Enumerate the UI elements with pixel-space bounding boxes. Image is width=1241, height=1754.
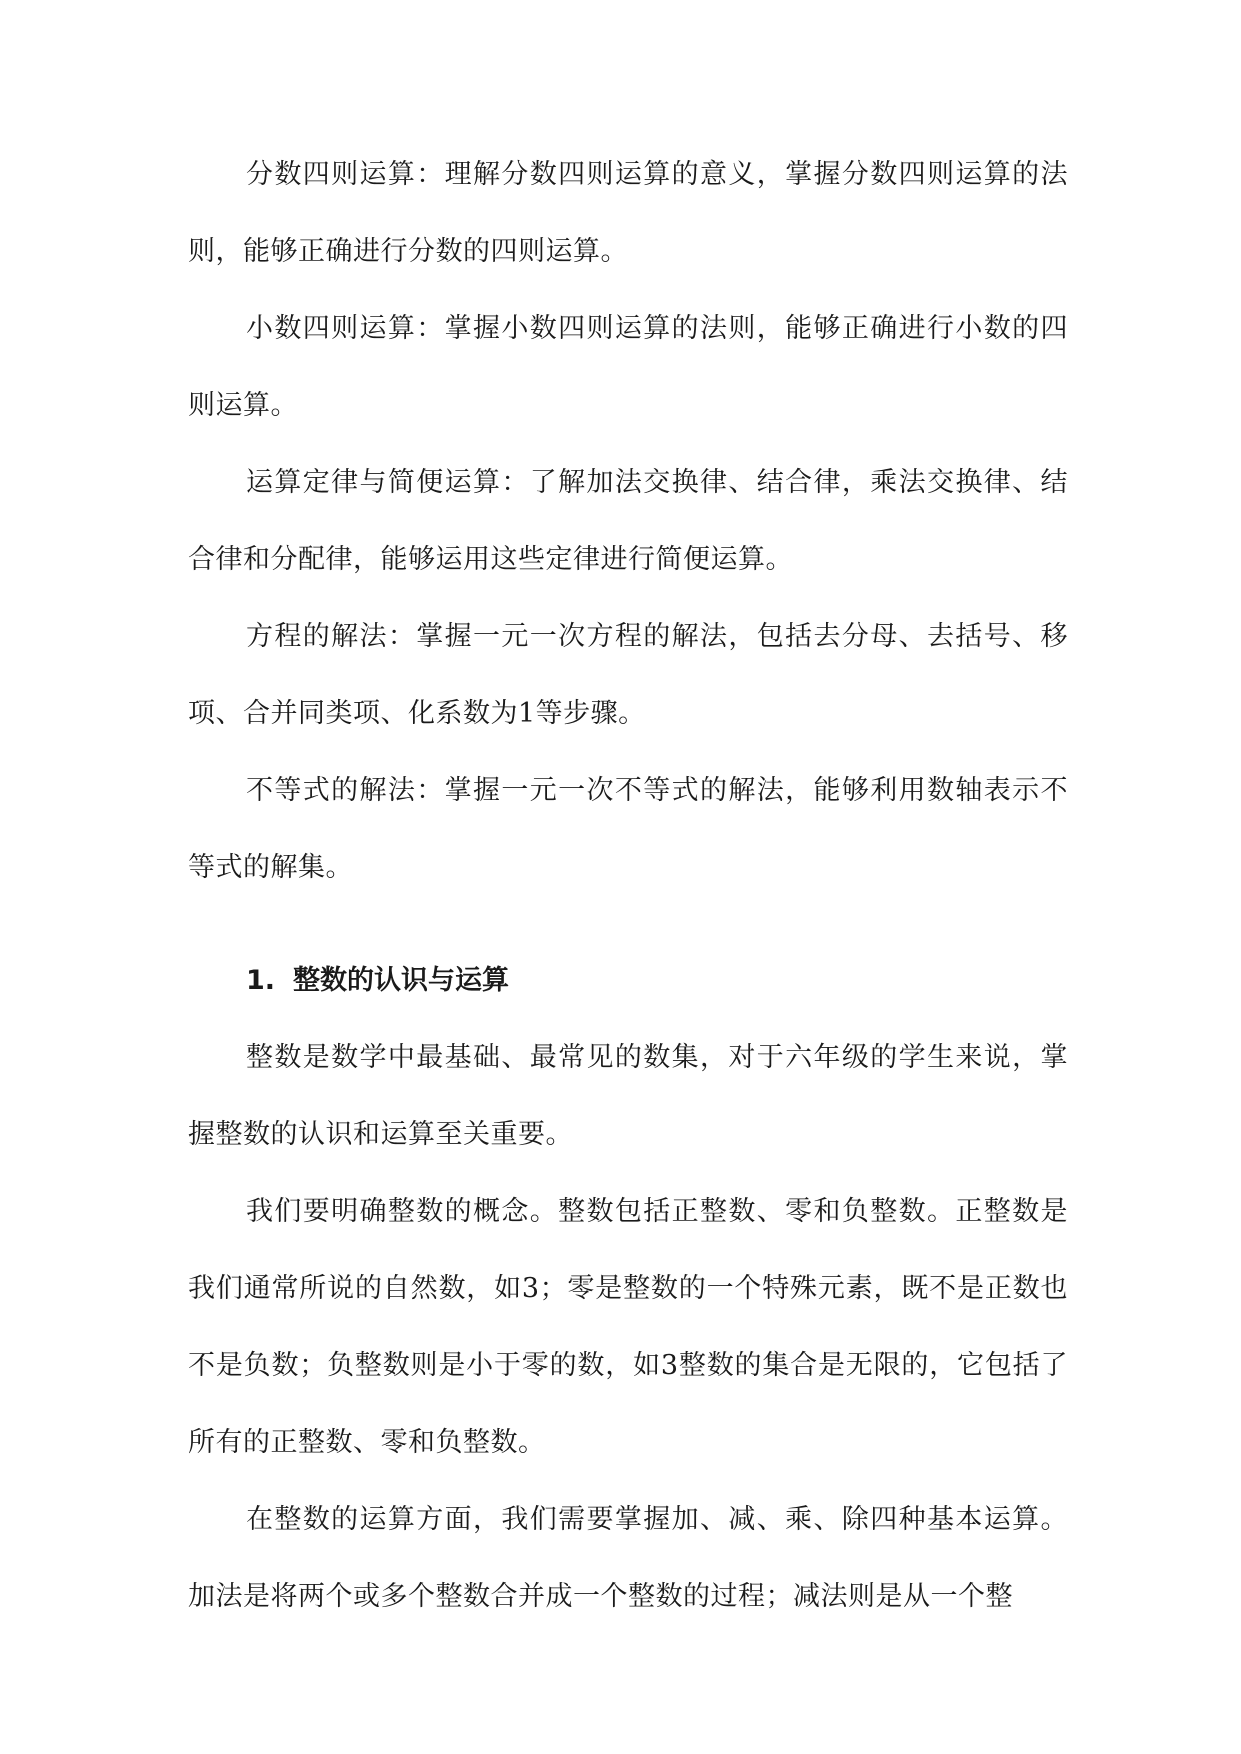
section-number: 1. xyxy=(246,965,276,996)
paragraph-equation-solving: 方程的解法：掌握一元一次方程的解法，包括去分母、去括号、移项、合并同类项、化系数为1等步骤。 xyxy=(188,621,1068,729)
paragraph-operation-laws: 运算定律与简便运算：了解加法交换律、结合律，乘法交换律、结合律和分配律，能够运用这些定律进行简便运算。 xyxy=(188,467,1068,575)
section-title: 整数的认识与运算 xyxy=(293,965,510,996)
paragraph-integer-operations: 在整数的运算方面，我们需要掌握加、减、乘、除四种基本运算。加法是将两个或多个整数合并成一个整数的过程；减法则是从一个整 xyxy=(188,1504,1068,1612)
document-body xyxy=(188,136,1068,1635)
paragraph-decimal-operations: 小数四则运算：掌握小数四则运算的法则，能够正确进行小数的四则运算。 xyxy=(188,313,1068,421)
section-heading xyxy=(188,942,1068,1019)
paragraph-integer-concept: 我们要明确整数的概念。整数包括正整数、零和负整数。正整数是我们通常所说的自然数，如3；零是整数的一个特殊元素，既不是正数也不是负数；负整数则是小于零的数，如3整数的集合是无限的，它包括了所有的正整数、零和负整数。 xyxy=(188,1196,1068,1458)
paragraph-integer-intro: 整数是数学中最基础、最常见的数集，对于六年级的学生来说，掌握整数的认识和运算至关重要。 xyxy=(188,1042,1068,1150)
paragraph-fraction-operations: 分数四则运算：理解分数四则运算的意义，掌握分数四则运算的法则，能够正确进行分数的四则运算。 xyxy=(188,159,1068,267)
paragraph-inequality-solving: 不等式的解法：掌握一元一次不等式的解法，能够利用数轴表示不等式的解集。 xyxy=(188,775,1068,883)
